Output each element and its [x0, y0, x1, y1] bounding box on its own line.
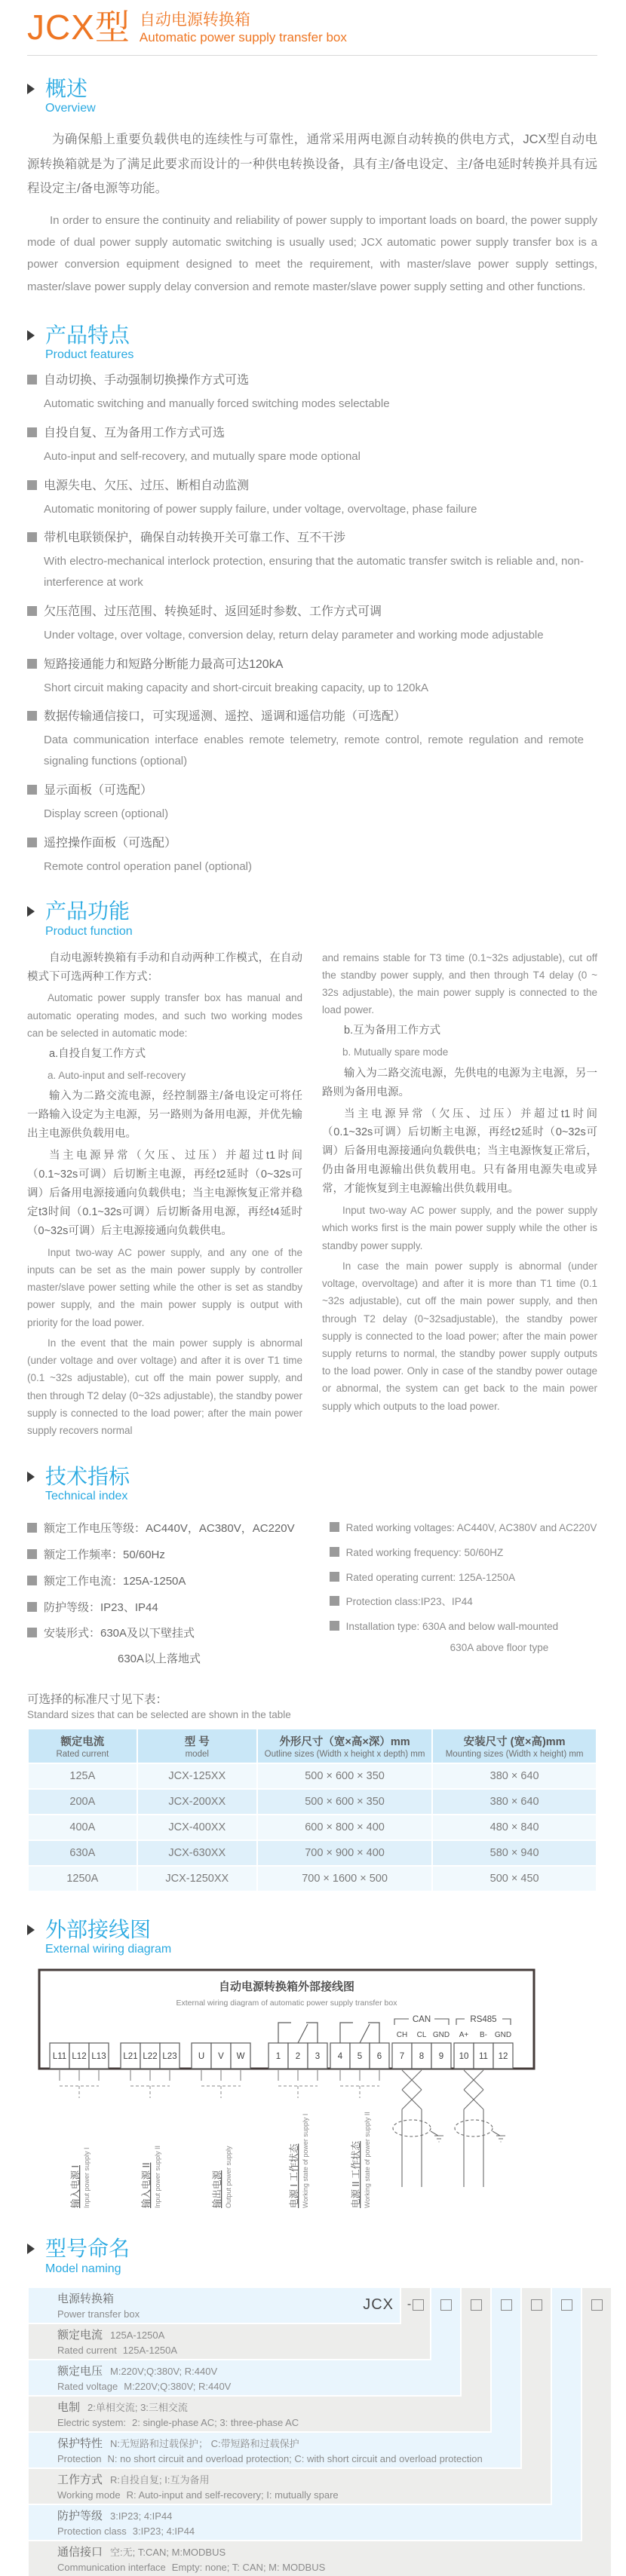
table-row [28, 1840, 597, 1866]
svg-text:CH: CH [396, 2031, 408, 2040]
col-header-rated-current: 额定电流 Rated current [28, 1729, 137, 1763]
can-label: CAN [412, 2015, 431, 2025]
size-table-block [27, 1690, 597, 1892]
svg-text:Working state of power supply: Working state of power supply II [364, 2112, 371, 2209]
section-arrow-icon [27, 906, 35, 917]
feature-text-cn: 欠压范围、过压范围、转换延时、返回延时参数、工作方式可调 [27, 603, 597, 621]
svg-text:7: 7 [399, 2052, 405, 2062]
function-heading [27, 899, 597, 938]
tech-item: Rated working frequency: 50/60HZ [330, 1545, 597, 1561]
function-paragraph: and remains stable for T3 time (0.1~32s adjustable), cut off the standby power supply, and then through T4 delay (0 ~ 32s adjustable), the main power supply is connected to the load power. [322, 951, 597, 1016]
product-title-cn: 自动电源转换箱 [139, 11, 250, 29]
tech-item-sub: 630A以上落地式 [118, 1652, 201, 1666]
cell-rated-current: 630A [28, 1840, 137, 1866]
svg-text:GND: GND [494, 2031, 512, 2040]
svg-text:CL: CL [416, 2031, 427, 2040]
tech-column-en [330, 1511, 597, 1666]
model-code-box [413, 2299, 424, 2311]
bullet-square-icon [330, 1621, 339, 1631]
col-header-outline-sizes: 外形尺寸（宽×高×深）mm Outline sizes (Width x height x depth) mm [257, 1729, 432, 1763]
bullet-square-icon [27, 838, 37, 847]
section-overview [27, 77, 597, 298]
svg-text:L22: L22 [143, 2052, 158, 2062]
svg-text:输入电源 II: 输入电源 II [141, 2162, 152, 2209]
col-header-model: 型 号 model [137, 1729, 257, 1763]
function-paragraph: b.互为备用工作方式 [344, 1025, 441, 1037]
function-columns [27, 949, 597, 1443]
feature-text-en: Data communication interface enables remote telemetry, remote control, remote regulation and remote signaling functions (optional) [44, 734, 584, 768]
section-product-features [27, 323, 597, 877]
feature-text-en: Under voltage, over voltage, conversion delay, return delay parameter and working mode adjustable [44, 628, 544, 642]
feature-text-en: Remote control operation panel (optional) [44, 859, 252, 873]
overview-paragraph-en: In order to ensure the continuity and reliability of power supply to important loads on board, the power supply mode of dual power supply automatic switching is usually used; JCX automatic power supply transfer box is a power conversion equipment designed to meet the requirement, with master/slave power supply settings, master/slave power supply delay conversion and remote master/slave power supply setting and other functions. [27, 213, 597, 293]
twisted-pair-can [393, 2070, 443, 2187]
bullet-square-icon [27, 606, 37, 616]
cell-rated-current: 1250A [28, 1866, 137, 1891]
group-labels [69, 2112, 371, 2208]
table-intro-en: Standard sizes that can be selected are shown in the table [27, 1709, 291, 1721]
naming-row: 电制 2:单相交流; 3:三相交流 Electric system: 2: single-phase AC; 3: three-phase AC [29, 2397, 490, 2431]
cell-mounting-size: 500 × 450 [432, 1866, 597, 1891]
cell-rated-current: 200A [28, 1789, 137, 1815]
wiring-heading-en: External wiring diagram [45, 1943, 172, 1956]
model-naming-diagram [29, 2288, 611, 2576]
product-title-block [140, 9, 347, 46]
naming-row: 工作方式 R:自投自复; I:互为备用 Working mode R: Auto-input and self-recovery; I: mutually spare [29, 2469, 551, 2504]
svg-text:L12: L12 [72, 2052, 87, 2062]
feature-text-en: Automatic switching and manually forced switching modes selectable [44, 397, 390, 411]
function-paragraph: Input two-way AC power supply, and any one of the inputs can be set as the main power supply by controller master/slave power setting while the other is set as standby power supply, and the main power supply is output with priority for the load power. [27, 1246, 302, 1328]
svg-text:输入电源 I: 输入电源 I [70, 2165, 81, 2209]
naming-row: 保护特性 N:无短路和过载保护； C:带短路和过载保护 Protection N: no short circuit and overload protection; C: with short circuit and overload protection [29, 2433, 520, 2467]
bullet-square-icon [27, 1549, 37, 1559]
svg-text:电源 I 工作状态: 电源 I 工作状态 [289, 2143, 299, 2209]
cell-outline-size: 500 × 600 × 350 [257, 1763, 432, 1789]
cell-model: JCX-125XX [137, 1763, 257, 1789]
section-arrow-icon [27, 84, 35, 94]
feature-item [27, 603, 597, 646]
feature-item [27, 782, 597, 825]
tech-columns [27, 1511, 597, 1666]
svg-text:A+: A+ [459, 2031, 469, 2040]
feature-text-en: Auto-input and self-recovery, and mutually spare mode optional [44, 449, 361, 463]
svg-text:L11: L11 [52, 2052, 67, 2062]
function-column-left [27, 949, 302, 1443]
svg-text:B-: B- [480, 2031, 487, 2040]
svg-text:L13: L13 [91, 2052, 106, 2062]
naming-heading [27, 2237, 597, 2275]
function-heading-cn: 产品功能 [45, 899, 130, 924]
section-wiring-diagram [27, 1918, 597, 2217]
standard-sizes-table [27, 1728, 597, 1892]
feature-text-en: Display screen (optional) [44, 807, 169, 820]
overview-heading-cn: 概述 [45, 77, 88, 101]
product-model-title: JCX型 [27, 8, 130, 47]
wiring-diagram [38, 1968, 535, 2217]
tech-item: Installation type: 630A and below wall-mounted [330, 1619, 597, 1634]
svg-text:L23: L23 [162, 2052, 177, 2062]
feature-text-cn: 显示面板（可选配） [27, 782, 597, 800]
function-paragraph: Automatic power supply transfer box has manual and automatic operating modes, and such two working modes can be selected in automatic mode: [27, 992, 302, 1039]
model-code-box [561, 2299, 572, 2311]
feature-item [27, 529, 597, 593]
function-heading-en: Product function [45, 924, 133, 938]
feature-text-en: With electro-mechanical interlock protection, ensuring that the automatic transfer switch is reliable and, non-interference at work [44, 555, 584, 590]
function-paragraph: 输入为二路交流电源，经控制器主/备电设定可将任一路输入设定为主电源，另一路则为备用电源，并优先输出主电源供负载用电。 [27, 1090, 302, 1141]
page-header [27, 9, 597, 46]
feature-text-en: Automatic monitoring of power supply failure, under voltage, overvoltage, phase failure [44, 502, 477, 516]
overview-paragraph-cn: 为确保船上重要负载供电的连续性与可靠性，通常采用两电源自动转换的供电方式，JCX型自动电源转换箱就是为了满足此要求而设计的一种供电转换设备，具有主/备电设定、主/备电延时转换并具有远程设定主/备电源等功能。 [27, 133, 597, 195]
model-code-box [471, 2299, 482, 2311]
feature-text-cn: 带机电联锁保护，确保自动转换开关可靠工作、互不干涉 [27, 529, 597, 547]
cell-model: JCX-200XX [137, 1789, 257, 1815]
tech-heading-en: Technical index [45, 1490, 128, 1503]
cell-outline-size: 600 × 800 × 400 [257, 1815, 432, 1840]
group-join-dashed [60, 2086, 379, 2098]
rs485-label: RS485 [470, 2015, 497, 2025]
feature-item [27, 835, 597, 878]
function-paragraph: 输入为二路交流电源，先供电的电源为主电源，另一路则为备用电源。 [322, 1067, 597, 1098]
svg-text:11: 11 [479, 2052, 488, 2062]
svg-text:Input power supply I: Input power supply I [83, 2147, 91, 2209]
tech-item-sub: 630A above floor type [450, 1642, 549, 1654]
features-heading [27, 323, 597, 362]
cell-mounting-size: 480 × 840 [432, 1815, 597, 1840]
feature-item [27, 372, 597, 415]
section-technical-index [27, 1465, 597, 1666]
naming-heading-en: Model naming [45, 2262, 121, 2275]
model-code-box [531, 2299, 542, 2311]
twisted-pair-rs485 [455, 2070, 505, 2187]
bullet-square-icon [27, 1628, 37, 1637]
naming-row: 额定电压 M:220V;Q:380V; R:440V Rated voltage M:220V;Q:380V; R:440V [29, 2360, 460, 2395]
cell-model: JCX-1250XX [137, 1866, 257, 1891]
features-heading-cn: 产品特点 [45, 323, 130, 347]
model-code-box [501, 2299, 512, 2311]
function-paragraph: Input two-way AC power supply, and the power supply which works first is the main power supply while the other is standby power supply. [322, 1205, 597, 1251]
svg-text:电源 II 工作状态: 电源 II 工作状态 [351, 2141, 361, 2209]
feature-item [27, 424, 597, 467]
svg-text:4: 4 [337, 2052, 343, 2062]
cell-mounting-size: 380 × 640 [432, 1763, 597, 1789]
tech-heading-cn: 技术指标 [45, 1465, 130, 1489]
model-prefix: JCX [363, 2296, 394, 2313]
model-code-box [591, 2299, 603, 2311]
svg-text:12: 12 [498, 2052, 508, 2062]
tech-item: 额定工作电流：125A-1250A [27, 1573, 330, 1590]
function-paragraph: a. Auto-input and self-recovery [48, 1070, 186, 1082]
tech-column-cn [27, 1511, 330, 1666]
model-code-strip [552, 2288, 581, 2540]
bullet-square-icon [27, 1523, 37, 1533]
svg-text:Working state of power supply: Working state of power supply I [302, 2113, 309, 2209]
svg-text:V: V [218, 2052, 224, 2062]
table-intro-cn: 可选择的标准尺寸见下表： [27, 1693, 168, 1707]
svg-text:U: U [198, 2052, 205, 2062]
function-paragraph: a.自投自复工作方式 [49, 1048, 146, 1061]
feature-text-cn: 数据传输通信接口，可实现遥测、遥控、遥调和遥信功能（可选配） [27, 708, 597, 726]
tech-item: 额定工作频率：50/60Hz [27, 1547, 330, 1564]
svg-text:L21: L21 [123, 2052, 138, 2062]
feature-text-cn: 遥控操作面板（可选配） [27, 835, 597, 853]
tech-heading [27, 1465, 597, 1503]
overview-heading [27, 77, 597, 115]
section-arrow-icon [27, 1925, 35, 1935]
svg-text:5: 5 [357, 2052, 363, 2062]
function-paragraph: In case the main power supply is abnormal (under voltage, overvoltage) and after it is more than T1 time (0.1 ~32s adjustable), cut off the main power supply, and then through T2 delay (0~32sadjustable), the standby power supply is connected to the load power; after the main power supply returns to normal, the standby power supply outputs to the load power. Only in case of the standby power outage or abnormal, the system can get back to the main power supply which outputs to the load power. [322, 1260, 597, 1412]
svg-text:2: 2 [295, 2052, 301, 2062]
function-paragraph: In the event that the main power supply is abnormal (under voltage and over voltage) and after it is over T1 time (0.1 ~32s adjustable), cut off the main power supply, and then through T2 delay (0~32s adjustable), the standby power supply is connected to the load power; after the main power supply recovers normal [27, 1337, 302, 1436]
bullet-square-icon [330, 1547, 339, 1557]
function-column-right [322, 949, 597, 1443]
bullet-square-icon [27, 532, 37, 542]
model-code-box [440, 2299, 452, 2311]
model-code-strip [582, 2288, 611, 2576]
tech-item: Rated operating current: 125A-1250A [330, 1570, 597, 1585]
cell-mounting-size: 580 × 940 [432, 1840, 597, 1866]
feature-item [27, 477, 597, 520]
svg-text:8: 8 [419, 2052, 425, 2062]
svg-text:10: 10 [459, 2052, 469, 2062]
bullet-square-icon [27, 1576, 37, 1585]
table-row [28, 1866, 597, 1891]
function-paragraph: 当主电源异常（欠压、过压）并超过t1时间（0.1~32s可调）后切断主电源，再经t2延时（0~32s可调）后备用电源接通向负载供电；当主电源恢复正常后，仍由备用电源输出供负载用电。只有备用电源失电或异常，才能恢复到主电源输出供负载用电。 [322, 1107, 597, 1196]
table-header-row [28, 1729, 597, 1763]
feature-text-cn: 自投自复、互为备用工作方式可选 [27, 424, 597, 443]
table-row [28, 1763, 597, 1789]
tech-item: Protection class:IP23、IP44 [330, 1594, 597, 1610]
svg-text:3: 3 [315, 2052, 321, 2062]
section-arrow-icon [27, 330, 35, 341]
cell-rated-current: 400A [28, 1815, 137, 1840]
bullet-square-icon [27, 375, 37, 384]
cell-mounting-size: 380 × 640 [432, 1789, 597, 1815]
features-list [27, 372, 597, 877]
wiring-heading-cn: 外部接线图 [45, 1918, 152, 1942]
wiring-heading [27, 1918, 597, 1956]
section-arrow-icon [27, 2244, 35, 2254]
section-model-naming [27, 2237, 597, 2575]
svg-text:GND: GND [432, 2031, 450, 2040]
model-code-dash: - [407, 2297, 412, 2311]
svg-text:W: W [236, 2052, 245, 2062]
product-title-en: Automatic power supply transfer box [139, 30, 347, 45]
feature-item [27, 656, 597, 699]
svg-text:6: 6 [376, 2052, 382, 2062]
header-divider [27, 55, 597, 56]
tech-item: 额定工作电压等级：AC440V，AC380V，AC220V [27, 1521, 330, 1537]
feature-text-cn: 短路接通能力和短路分断能力最高可达120kA [27, 656, 597, 674]
section-arrow-icon [27, 1472, 35, 1482]
wiring-title-cn: 自动电源转换箱外部接线图 [218, 1980, 355, 1994]
tech-item: Rated working voltages: AC440V, AC380V and AC220V [330, 1521, 597, 1536]
bullet-square-icon [330, 1522, 339, 1532]
bullet-square-icon [330, 1572, 339, 1582]
cell-model: JCX-630XX [137, 1840, 257, 1866]
cell-outline-size: 700 × 900 × 400 [257, 1840, 432, 1866]
bullet-square-icon [27, 1602, 37, 1612]
terminal-drop-wires [60, 2070, 379, 2081]
features-heading-en: Product features [45, 348, 134, 362]
bullet-square-icon [330, 1596, 339, 1606]
naming-heading-cn: 型号命名 [45, 2237, 130, 2261]
naming-row: 额定电流 125A-1250A Rated current 125A-1250A [29, 2324, 430, 2359]
cell-rated-current: 125A [28, 1763, 137, 1789]
function-paragraph: 当主电源异常（欠压、过压）并超过t1时间（0.1~32s可调）后切断主电源，再经t2延时（0~32s可调）后备用电源接通向负载供电；当主电源恢复正常并稳定t3时间（0.1~32s可调）后切断备用电源，再经t4延时（0~32s可调）后主电源接通向负载供电。 [27, 1150, 302, 1237]
cell-outline-size: 700 × 1600 × 500 [257, 1866, 432, 1891]
function-paragraph: 自动电源转换箱有手动和自动两种工作模式，在自动模式下可选两种工作方式： [27, 951, 302, 983]
bullet-square-icon [27, 711, 37, 721]
svg-text:Input power supply II: Input power supply II [154, 2146, 161, 2209]
feature-text-cn: 电源失电、欠压、过压、断相自动监测 [27, 477, 597, 495]
naming-row: 通信接口 空:无; T:CAN; M:MODBUS Communication interface Empty: none; T: CAN; M: MODBUS [29, 2541, 611, 2576]
table-row [28, 1789, 597, 1815]
naming-row: 电源转换箱 Power transfer box [29, 2288, 400, 2323]
section-product-function [27, 899, 597, 1442]
tech-item: 安装形式：630A及以下壁挂式 [27, 1625, 330, 1642]
bullet-square-icon [27, 659, 37, 669]
col-header-mounting-sizes: 安装尺寸 (宽×高)mm Mounting sizes (Width x height) mm [432, 1729, 597, 1763]
feature-item [27, 708, 597, 772]
svg-text:Output power supply: Output power supply [225, 2146, 232, 2209]
function-paragraph: b. Mutually spare mode [342, 1046, 449, 1058]
bullet-square-icon [27, 785, 37, 795]
feature-text-en: Short circuit making capacity and short-circuit breaking capacity, up to 120kA [44, 681, 428, 694]
naming-row: 防护等级 3:IP23; 4:IP44 Protection class 3:IP23; 4:IP44 [29, 2505, 581, 2540]
svg-text:输出电源: 输出电源 [212, 2170, 222, 2209]
wiring-title-en: External wiring diagram of automatic power supply transfer box [176, 1999, 397, 2008]
tech-item: 防护等级：IP23、IP44 [27, 1600, 330, 1616]
svg-text:1: 1 [275, 2052, 281, 2062]
cell-outline-size: 500 × 600 × 350 [257, 1789, 432, 1815]
feature-text-cn: 自动切换、手动强制切换操作方式可选 [27, 372, 597, 390]
table-row [28, 1815, 597, 1840]
bullet-square-icon [27, 480, 37, 490]
overview-heading-en: Overview [45, 102, 96, 115]
cell-model: JCX-400XX [137, 1815, 257, 1840]
svg-text:9: 9 [438, 2052, 444, 2062]
bullet-square-icon [27, 427, 37, 437]
